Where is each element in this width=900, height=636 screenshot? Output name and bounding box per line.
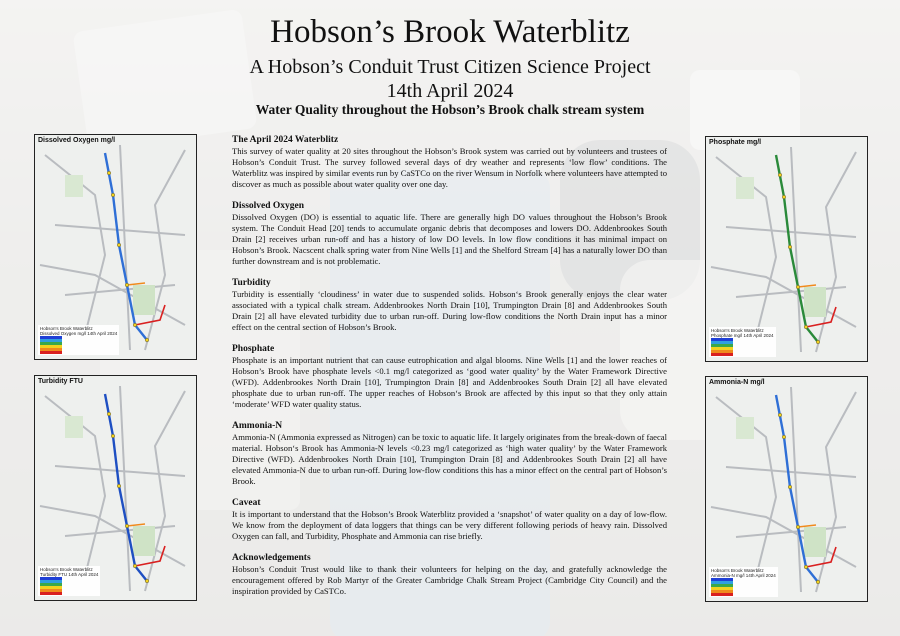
sample-site-marker — [804, 565, 808, 569]
section-heading: Caveat — [232, 498, 261, 508]
section-text: Hobson’s Conduit Trust would like to thank their volunteers for helping on the day, and gratefully acknowledge the encouragement offered by Rob Martyr of the Greater Cambridge Chalk Stream Project (Cambridge City Council) and the inspiration provided by CaSTCo. — [232, 564, 667, 596]
map-dissolved-oxygen — [34, 134, 197, 360]
legend-swatches — [40, 577, 98, 595]
sample-site-marker — [778, 413, 782, 417]
section-heading: Ammonia-N — [232, 421, 283, 431]
sample-site-marker — [117, 484, 121, 488]
legend-swatch — [40, 351, 62, 354]
legend-subtitle: Phosphate mg/l 14th April 2024 — [711, 333, 774, 338]
poster-subtitle: A Hobson’s Conduit Trust Citizen Science Project — [249, 56, 651, 78]
park-area — [65, 175, 83, 197]
section-text: Dissolved Oxygen (DO) is essential to aquatic life. There are generally high DO values throughout the Hobson’s Brook system. The Conduit Head [20] tends to accumulate organic debris that decomposes and lowers DO. Addenbrookes South Drain [2] receives urban run-off and has a history of low DO levels. In low flow conditions it has minimal impact on Hobson’s Brook. Nacscent chalk spring water from Nine Wells [1] and the Shelford Stream [4] has a naturally lower DO than further downstream and is not problematic. — [232, 212, 667, 266]
sample-site-marker — [796, 285, 800, 289]
section-caveat — [232, 498, 667, 542]
map-legend — [709, 567, 778, 597]
poster-tagline: Water Quality throughout the Hobson’s Brook chalk stream system — [255, 102, 645, 117]
map-phosphate — [705, 136, 868, 362]
park-area — [736, 177, 754, 199]
legend-title: Hobson's Brook Waterblitz — [711, 328, 764, 333]
section-heading: Acknowledgements — [232, 553, 311, 563]
park-area — [736, 417, 754, 439]
section-phosphate — [232, 344, 667, 410]
map-title: Ammonia-N mg/l — [709, 379, 765, 386]
sample-site-marker — [816, 580, 820, 584]
section-turbidity — [232, 278, 667, 333]
section-heading: Turbidity — [232, 278, 271, 288]
section-heading: Phosphate — [232, 344, 275, 354]
section-heading: The April 2024 Waterblitz — [232, 135, 339, 145]
map-turbidity — [34, 375, 197, 601]
legend-subtitle: Ammonia-N mg/l 14th April 2024 — [711, 573, 776, 578]
sample-site-marker — [125, 524, 129, 528]
sample-site-marker — [782, 195, 786, 199]
sample-site-marker — [107, 171, 111, 175]
section-acknowledgements — [232, 553, 667, 597]
legend-swatch — [40, 592, 62, 595]
park-area — [804, 287, 826, 317]
sample-site-marker — [816, 340, 820, 344]
sample-site-marker — [117, 243, 121, 247]
sample-site-marker — [133, 323, 137, 327]
sample-site-marker — [125, 283, 129, 287]
sample-site-marker — [145, 338, 149, 342]
legend-swatch — [711, 353, 733, 356]
sample-site-marker — [782, 435, 786, 439]
park-area — [133, 285, 155, 315]
section-text: Phosphate is an important nutrient that can cause eutrophication and algal blooms. Nine Wells [1] and the lower reaches of Hobson’s Brook have phosphate levels <0.1 mg/l categorized as ‘good water quality’ by the Water Framework Directive (WFD). Addenbrookes North Drain [10], Trumpington Drain [8] and Addenbrookes South Drain [2] all have elevated phosphate due to urban run-off. The upper reaches of Hobson‘s Brook are affected by this input so that they only attain ‘moderate’ WFD water quality status. — [232, 355, 667, 409]
sample-site-marker — [796, 525, 800, 529]
poster-title: Hobson’s Brook Waterblitz — [270, 14, 630, 50]
sample-site-marker — [788, 245, 792, 249]
section-dissolved-oxygen — [232, 201, 667, 267]
park-area — [65, 416, 83, 438]
poster-date: 14th April 2024 — [386, 80, 514, 102]
legend-swatches — [711, 338, 774, 356]
legend-title: Hobson's Brook Waterblitz — [40, 567, 93, 572]
section-text: This survey of water quality at 20 sites throughout the Hobson’s Brook system was carried out by volunteers and trustees of Hobson’s Conduit Trust. The survey followed several days of dry weather and represents ‘low flow’ conditions. The Waterblitz was inspired by similar events run by CaSTCo on the river Wensum in Norfolk where volunteers have attempted to discover as much as possible about water quality over one day. — [232, 146, 667, 189]
section-ammonia — [232, 421, 667, 487]
sample-site-marker — [111, 434, 115, 438]
legend-subtitle: Turbidity FTU 14th April 2024 — [40, 572, 99, 577]
section-heading: Dissolved Oxygen — [232, 201, 305, 211]
section-text: It is important to understand that the Hobson’s Brook Waterblitz provided a ‘snapshot’ of water quality on a day of low-flow. We know from the deployment of data loggers that things can be very different following periods of heavy rain. Dissolved Oxygen can fall, and Turbidity, Phosphate and Ammonia can rise briefly. — [232, 509, 667, 541]
map-title: Dissolved Oxygen mg/l — [38, 137, 116, 144]
sample-site-marker — [788, 485, 792, 489]
legend-swatch — [711, 593, 733, 596]
legend-swatches — [40, 336, 117, 354]
legend-swatches — [711, 578, 776, 596]
park-area — [804, 527, 826, 557]
sample-site-marker — [145, 579, 149, 583]
map-legend — [38, 325, 119, 355]
sample-site-marker — [111, 193, 115, 197]
section-text: Ammonia-N (Ammonia expressed as Nitrogen) can be toxic to aquatic life. It largely originates from the break-down of faecal material. Hobson‘s Brook has Ammonia-N levels <0.23 mg/l categorized as ‘high water quality’ by the Water Framework Directive (WFD). Addenbrookes North Drain [10], Trumpington Drain [8] and Addenbrookes South Drain [2] all have elevated Ammonia-N due to urban run-off. During low-flow conditions this has a minor effect on the central part of Hobson’s Brook. — [232, 432, 667, 486]
legend-title: Hobson's Brook Waterblitz — [711, 568, 764, 573]
sample-site-marker — [107, 412, 111, 416]
poster-body — [232, 135, 667, 608]
sample-site-marker — [804, 325, 808, 329]
park-area — [133, 526, 155, 556]
section-text: Turbidity is essentially ‘cloudiness’ in water due to suspended solids. Hobson‘s Brook generally enjoys the clear water associated with a typical chalk stream. Addenbrookes North Drain [10], Trumpington Drain [8] and Addenbrookes South Drain [2] all have elevated turbidity due to urban run-off. During low-flow conditions the North Drain input has a minor effect on the central section of Hobson’s Brook. — [232, 289, 667, 332]
legend-title: Hobson's Brook Waterblitz — [40, 326, 93, 331]
section-waterblitz — [232, 135, 667, 190]
map-legend — [38, 566, 100, 596]
sample-site-marker — [133, 564, 137, 568]
legend-subtitle: Dissolved Oxygen mg/l 14th April 2024 — [40, 331, 118, 336]
map-legend — [709, 327, 776, 357]
map-title: Turbidity FTU — [38, 378, 83, 385]
map-ammonia — [705, 376, 868, 602]
map-title: Phosphate mg/l — [709, 139, 762, 146]
sample-site-marker — [778, 173, 782, 177]
